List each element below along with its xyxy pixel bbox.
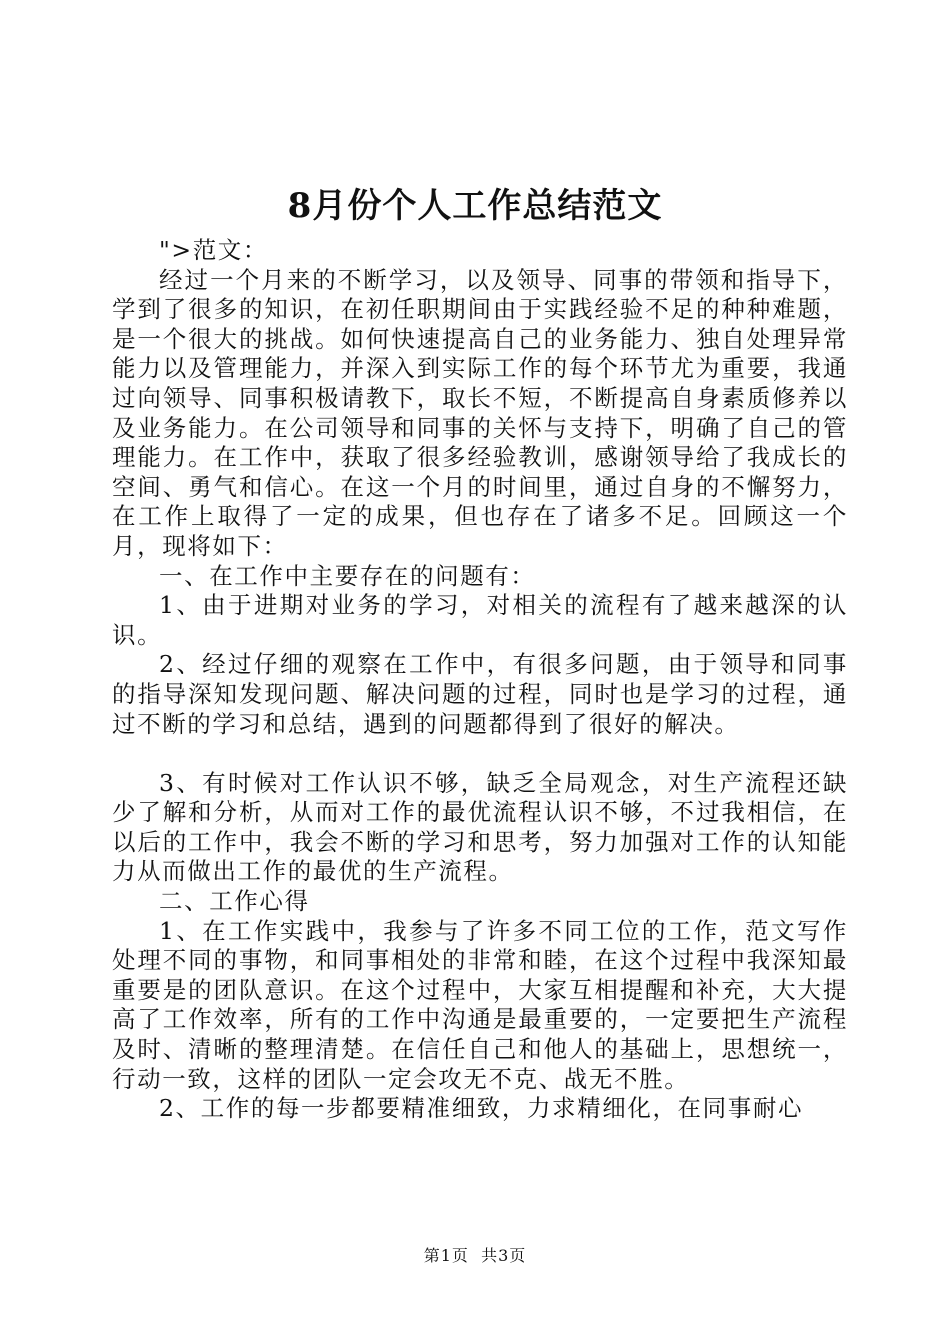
page-footer [0,1246,950,1266]
section-heading-experience: 二、工作心得 [159,887,310,916]
list-item-problem-1: 1、由于进期对业务的学习，对相关的流程有了越来越深的认识。 [112,591,848,649]
page-total: 共3页 [481,1246,527,1265]
page-title: 8月份个人工作总结范文 [287,186,663,226]
document-body [112,236,848,1124]
list-item-problem-2: 2、经过仔细的观察在工作中，有很多问题，由于领导和同事的指导深知发现问题、解决问题的过程，同时也是学习的过程，通过不断的学习和总结，遇到的问题都得到了很好的解决。 [112,650,848,738]
list-item-experience-2: 2、工作的每一步都要精准细致，力求精细化，在同事耐心 [159,1094,804,1123]
page-number: 第1页 [423,1246,469,1265]
section-heading-problems: 一、在工作中主要存在的问题有： [159,561,536,590]
paragraph-summary: 经过一个月来的不断学习，以及领导、同事的带领和指导下，学到了很多的知识，在初任职期间由于实践经验不足的种种难题，是一个很大的挑战。如何快速提高自己的业务能力、独自处理异常能力以及管理能力，并深入到实际工作的每个环节尤为重要，我通过向领导、同事积极请教下，取长不短，不断提高自身素质修养以及业务能力。在公司领导和同事的关怀与支持下，明确了自己的管理能力。在工作中，获取了很多经验教训，感谢领导给了我成长的空间、勇气和信心。在这一个月的时间里，通过自身的不懈努力，在工作上取得了一定的成果，但也存在了诸多不足。回顾这一个月，现将如下： [112,265,848,560]
paragraph-intro: ">范文： [159,236,268,264]
list-item-problem-3: 3、有时候对工作认识不够，缺乏全局观念，对生产流程还缺少了解和分析，从而对工作的最优流程认识不够，不过我相信，在以后的工作中，我会不断的学习和思考，努力加强对工作的认知能力从而做出工作的最优的生产流程。 [112,768,848,886]
list-item-experience-1: 1、在工作实践中，我参与了许多不同工位的工作，范文写作处理不同的事物，和同事相处的非常和睦，在这个过程中我深知最重要是的团队意识。在这个过程中，大家互相提醒和补充，大大提高了工作效率，所有的工作中沟通是最重要的，一定要把生产流程及时、清晰的整理清楚。在信任自己和他人的基础上，思想统一，行动一致，这样的团队一定会攻无不克、战无不胜。 [112,916,848,1093]
